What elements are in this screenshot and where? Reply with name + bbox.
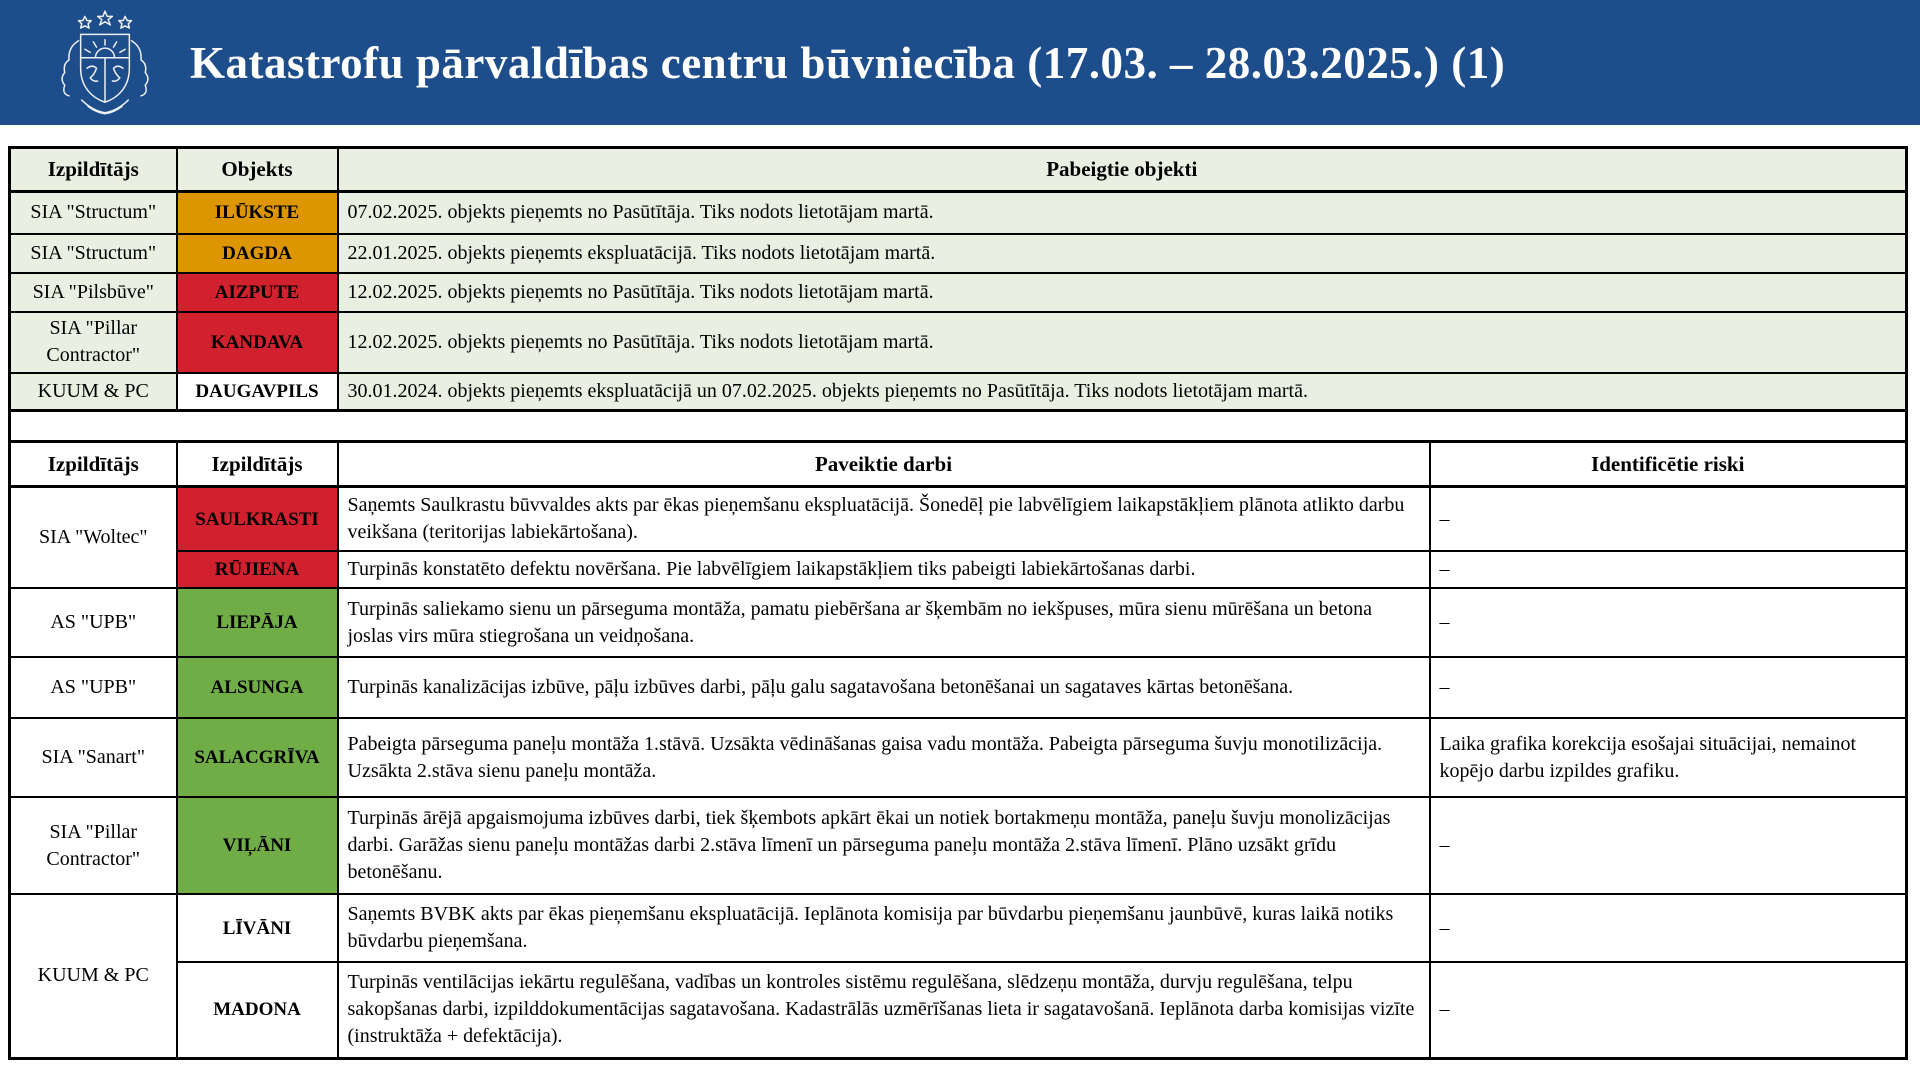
executor-cell: AS "UPB" — [10, 657, 177, 718]
executor-cell: SIA "Sanart" — [10, 718, 177, 797]
description-cell: 12.02.2025. objekts pieņemts no Pasūtītāja. Tiks nodots lietotājam martā. — [338, 273, 1907, 312]
object-cell: ALSUNGA — [177, 657, 338, 718]
table-gap-spacer — [8, 412, 1908, 440]
column-header: Objekts — [177, 148, 338, 192]
risk-cell: – — [1430, 551, 1907, 588]
executor-cell: SIA "Pillar Contractor" — [10, 312, 177, 373]
column-header: Izpildītājs — [10, 148, 177, 192]
work-cell: Turpinās ārējā apgaismojuma izbūves darbi, tiek šķembots apkārt ēkai un notiek bortakmeņu montāža, paneļu šuvju monolizācijas darbi. Garāžas sienu paneļu montāžas darbi 2.stāva līmenī un pārseguma paneļu montāža 2.stāva līmenī. Plāno uzsākt grīdu betonēšanu. — [338, 797, 1430, 894]
executor-cell: AS "UPB" — [10, 588, 177, 657]
slide-body — [8, 146, 1908, 1060]
work-cell: Turpinās kanalizācijas izbūve, pāļu izbūves darbi, pāļu galu sagatavošana betonēšanai un sagataves kārtas betonēšana. — [338, 657, 1430, 718]
object-cell: VIĻĀNI — [177, 797, 338, 894]
object-cell: SALACGRĪVA — [177, 718, 338, 797]
table-row — [10, 551, 1907, 588]
object-cell: SAULKRASTI — [177, 487, 338, 552]
risk-cell: – — [1430, 487, 1907, 552]
description-cell: 22.01.2025. objekts pieņemts ekspluatācijā. Tiks nodots lietotājam martā. — [338, 234, 1907, 273]
object-cell: DAGDA — [177, 234, 338, 273]
completed-table-header — [10, 148, 1907, 192]
page-title: Katastrofu pārvaldības centru būvniecība (17.03. – 28.03.2025.) (1) — [190, 37, 1506, 88]
column-header: Izpildītājs — [177, 442, 338, 487]
progress-table-header — [10, 442, 1907, 487]
risk-cell: – — [1430, 657, 1907, 718]
executor-cell: SIA "Structum" — [10, 192, 177, 234]
header-banner — [0, 0, 1920, 125]
risk-cell: – — [1430, 962, 1907, 1058]
column-header: Izpildītājs — [10, 442, 177, 487]
object-cell: ILŪKSTE — [177, 192, 338, 234]
executor-cell: SIA "Pillar Contractor" — [10, 797, 177, 894]
table-row — [10, 273, 1907, 312]
work-cell: Pabeigta pārseguma paneļu montāža 1.stāvā. Uzsākta vēdināšanas gaisa vadu montāža. Pabeigta pārseguma šuvju monotilizācija. Uzsākta 2.stāva sienu paneļu montāža. — [338, 718, 1430, 797]
risk-cell: – — [1430, 894, 1907, 962]
work-cell: Turpinās ventilācijas iekārtu regulēšana, vadības un kontroles sistēmu regulēšana, slēdzeņu montāža, durvju regulēšana, telpu sakopšanas darbi, izpilddokumentācijas sagatavošana. Kadastrālās uzmērīšanas lieta ir sagatavošanā. Ieplānota darba komisijas vizīte (instruktāža + defektācija). — [338, 962, 1430, 1058]
object-cell: AIZPUTE — [177, 273, 338, 312]
column-header: Paveiktie darbi — [338, 442, 1430, 487]
object-cell: MADONA — [177, 962, 338, 1058]
column-header: Identificētie riski — [1430, 442, 1907, 487]
object-cell: LIEPĀJA — [177, 588, 338, 657]
risk-cell: – — [1430, 797, 1907, 894]
object-cell: DAUGAVPILS — [177, 373, 338, 411]
risk-cell: – — [1430, 588, 1907, 657]
object-cell: RŪJIENA — [177, 551, 338, 588]
object-cell: LĪVĀNI — [177, 894, 338, 962]
table-row — [10, 962, 1907, 1058]
executor-cell: KUUM & PC — [10, 894, 177, 1058]
work-cell: Saņemts BVBK akts par ēkas pieņemšanu ekspluatācijā. Ieplānota komisija par būvdarbu pieņemšanu jaunbūvē, kuras laikā notiks būvdarbu pieņemšana. — [338, 894, 1430, 962]
table-row — [10, 718, 1907, 797]
table-row — [10, 234, 1907, 273]
completed-objects-table — [8, 146, 1908, 412]
column-header: Pabeigtie objekti — [338, 148, 1907, 192]
executor-cell: SIA "Woltec" — [10, 487, 177, 589]
work-cell: Turpinās saliekamo sienu un pārseguma montāža, pamatu piebēršana ar šķembām no iekšpuses, mūra sienu mūrēšana un betona joslas virs mūra stiegrošana un veidņošana. — [338, 588, 1430, 657]
risk-cell: Laika grafika korekcija esošajai situācijai, nemainot kopējo darbu izpildes grafiku. — [1430, 718, 1907, 797]
table-row — [10, 373, 1907, 411]
table-row — [10, 192, 1907, 234]
table-row — [10, 797, 1907, 894]
table-row — [10, 312, 1907, 373]
object-cell: KANDAVA — [177, 312, 338, 373]
executor-cell: SIA "Pilsbūve" — [10, 273, 177, 312]
executor-cell: KUUM & PC — [10, 373, 177, 411]
table-row — [10, 894, 1907, 962]
table-row — [10, 657, 1907, 718]
description-cell: 12.02.2025. objekts pieņemts no Pasūtītāja. Tiks nodots lietotājam martā. — [338, 312, 1907, 373]
table-row — [10, 588, 1907, 657]
work-cell: Saņemts Saulkrastu būvvaldes akts par ēkas pieņemšanu ekspluatācijā. Šonedēļ pie labvēlīgiem laikapstākļiem plānota atlikto darbu veikšana (teritorijas labiekārtošana). — [338, 487, 1430, 552]
work-cell: Turpinās konstatēto defektu novēršana. Pie labvēlīgiem laikapstākļiem tiks pabeigti labiekārtošanas darbi. — [338, 551, 1430, 588]
table-row — [10, 487, 1907, 552]
executor-cell: SIA "Structum" — [10, 234, 177, 273]
description-cell: 07.02.2025. objekts pieņemts no Pasūtītāja. Tiks nodots lietotājam martā. — [338, 192, 1907, 234]
latvia-coat-of-arms-icon — [52, 9, 158, 117]
progress-table — [8, 440, 1908, 1060]
description-cell: 30.01.2024. objekts pieņemts ekspluatācijā un 07.02.2025. objekts pieņemts no Pasūtītāja. Tiks nodots lietotājam martā. — [338, 373, 1907, 411]
